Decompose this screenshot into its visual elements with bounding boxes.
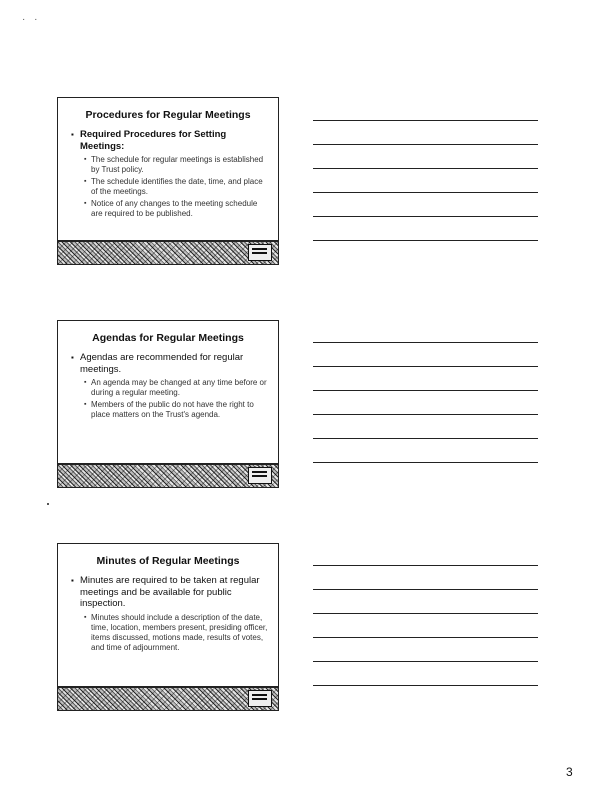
bullet-marker: ▪ [84,200,87,207]
slide-procedures [57,97,279,265]
slide-main-bullet: ▪ Minutes are required to be taken at regular meetings and be available for public inspection. [71,575,260,609]
note-line [313,240,538,241]
slide-agendas [57,320,279,488]
note-line [313,192,538,193]
slide-sub-bullet: ▪ Members of the public do not have the right to place matters on the Trust's agenda. [84,400,254,419]
note-line [313,390,538,391]
bullet-marker: ▪ [84,613,87,621]
slide-footer-banner [58,240,278,264]
note-line [313,120,538,121]
note-line [313,589,538,590]
note-line [313,144,538,145]
slide-minutes [57,543,279,711]
note-line [313,637,538,638]
slide-footer-banner [58,686,278,710]
notes-lines [313,342,538,486]
slide-sub-bullet: ▪ An agenda may be changed at any time before or during a regular meeting. [84,378,267,397]
trust-logo-icon [248,244,272,261]
slide-title: Minutes of Regular Meetings [96,555,240,567]
note-line [313,366,538,367]
bullet-marker: ▪ [84,401,87,408]
bullet-marker: ▪ [71,353,74,362]
notes-lines [313,120,538,264]
slide-title: Agendas for Regular Meetings [92,332,244,344]
trust-logo-icon [248,467,272,484]
slide-sub-bullet: ▪ Minutes should include a description of the date, time, location, members present, presiding officer, items discussed, motions made, results of votes, and time of adjournment. [84,612,268,652]
slide-sub-bullet: ▪ Notice of any changes to the meeting schedule are required to be published. [84,199,258,218]
note-line [313,685,538,686]
note-line [313,565,538,566]
trust-logo-icon [248,690,272,707]
note-line [313,661,538,662]
slide-main-bullet: ▪ Required Procedures for Setting Meetings: [71,129,227,152]
note-line [313,216,538,217]
note-line [313,438,538,439]
bullet-marker: ▪ [84,178,87,185]
scan-speck [47,503,49,505]
note-line [313,462,538,463]
note-line [313,168,538,169]
corner-scan-mark: · · [22,14,41,25]
slide-sub-bullet: ▪ The schedule identifies the date, time, and place of the meetings. [84,177,263,196]
note-line [313,613,538,614]
notes-lines [313,565,538,709]
bullet-marker: ▪ [84,379,87,386]
bullet-marker: ▪ [84,156,87,163]
page-number: 3 [566,765,573,779]
slide-footer-banner [58,463,278,487]
slide-main-bullet: ▪ Agendas are recommended for regular meetings. [71,352,244,375]
slide-sub-bullet: ▪ The schedule for regular meetings is established by Trust policy. [84,155,264,174]
slide-title: Procedures for Regular Meetings [85,109,251,121]
bullet-marker: ▪ [71,130,74,139]
bullet-marker: ▪ [71,576,74,585]
note-line [313,414,538,415]
note-line [313,342,538,343]
